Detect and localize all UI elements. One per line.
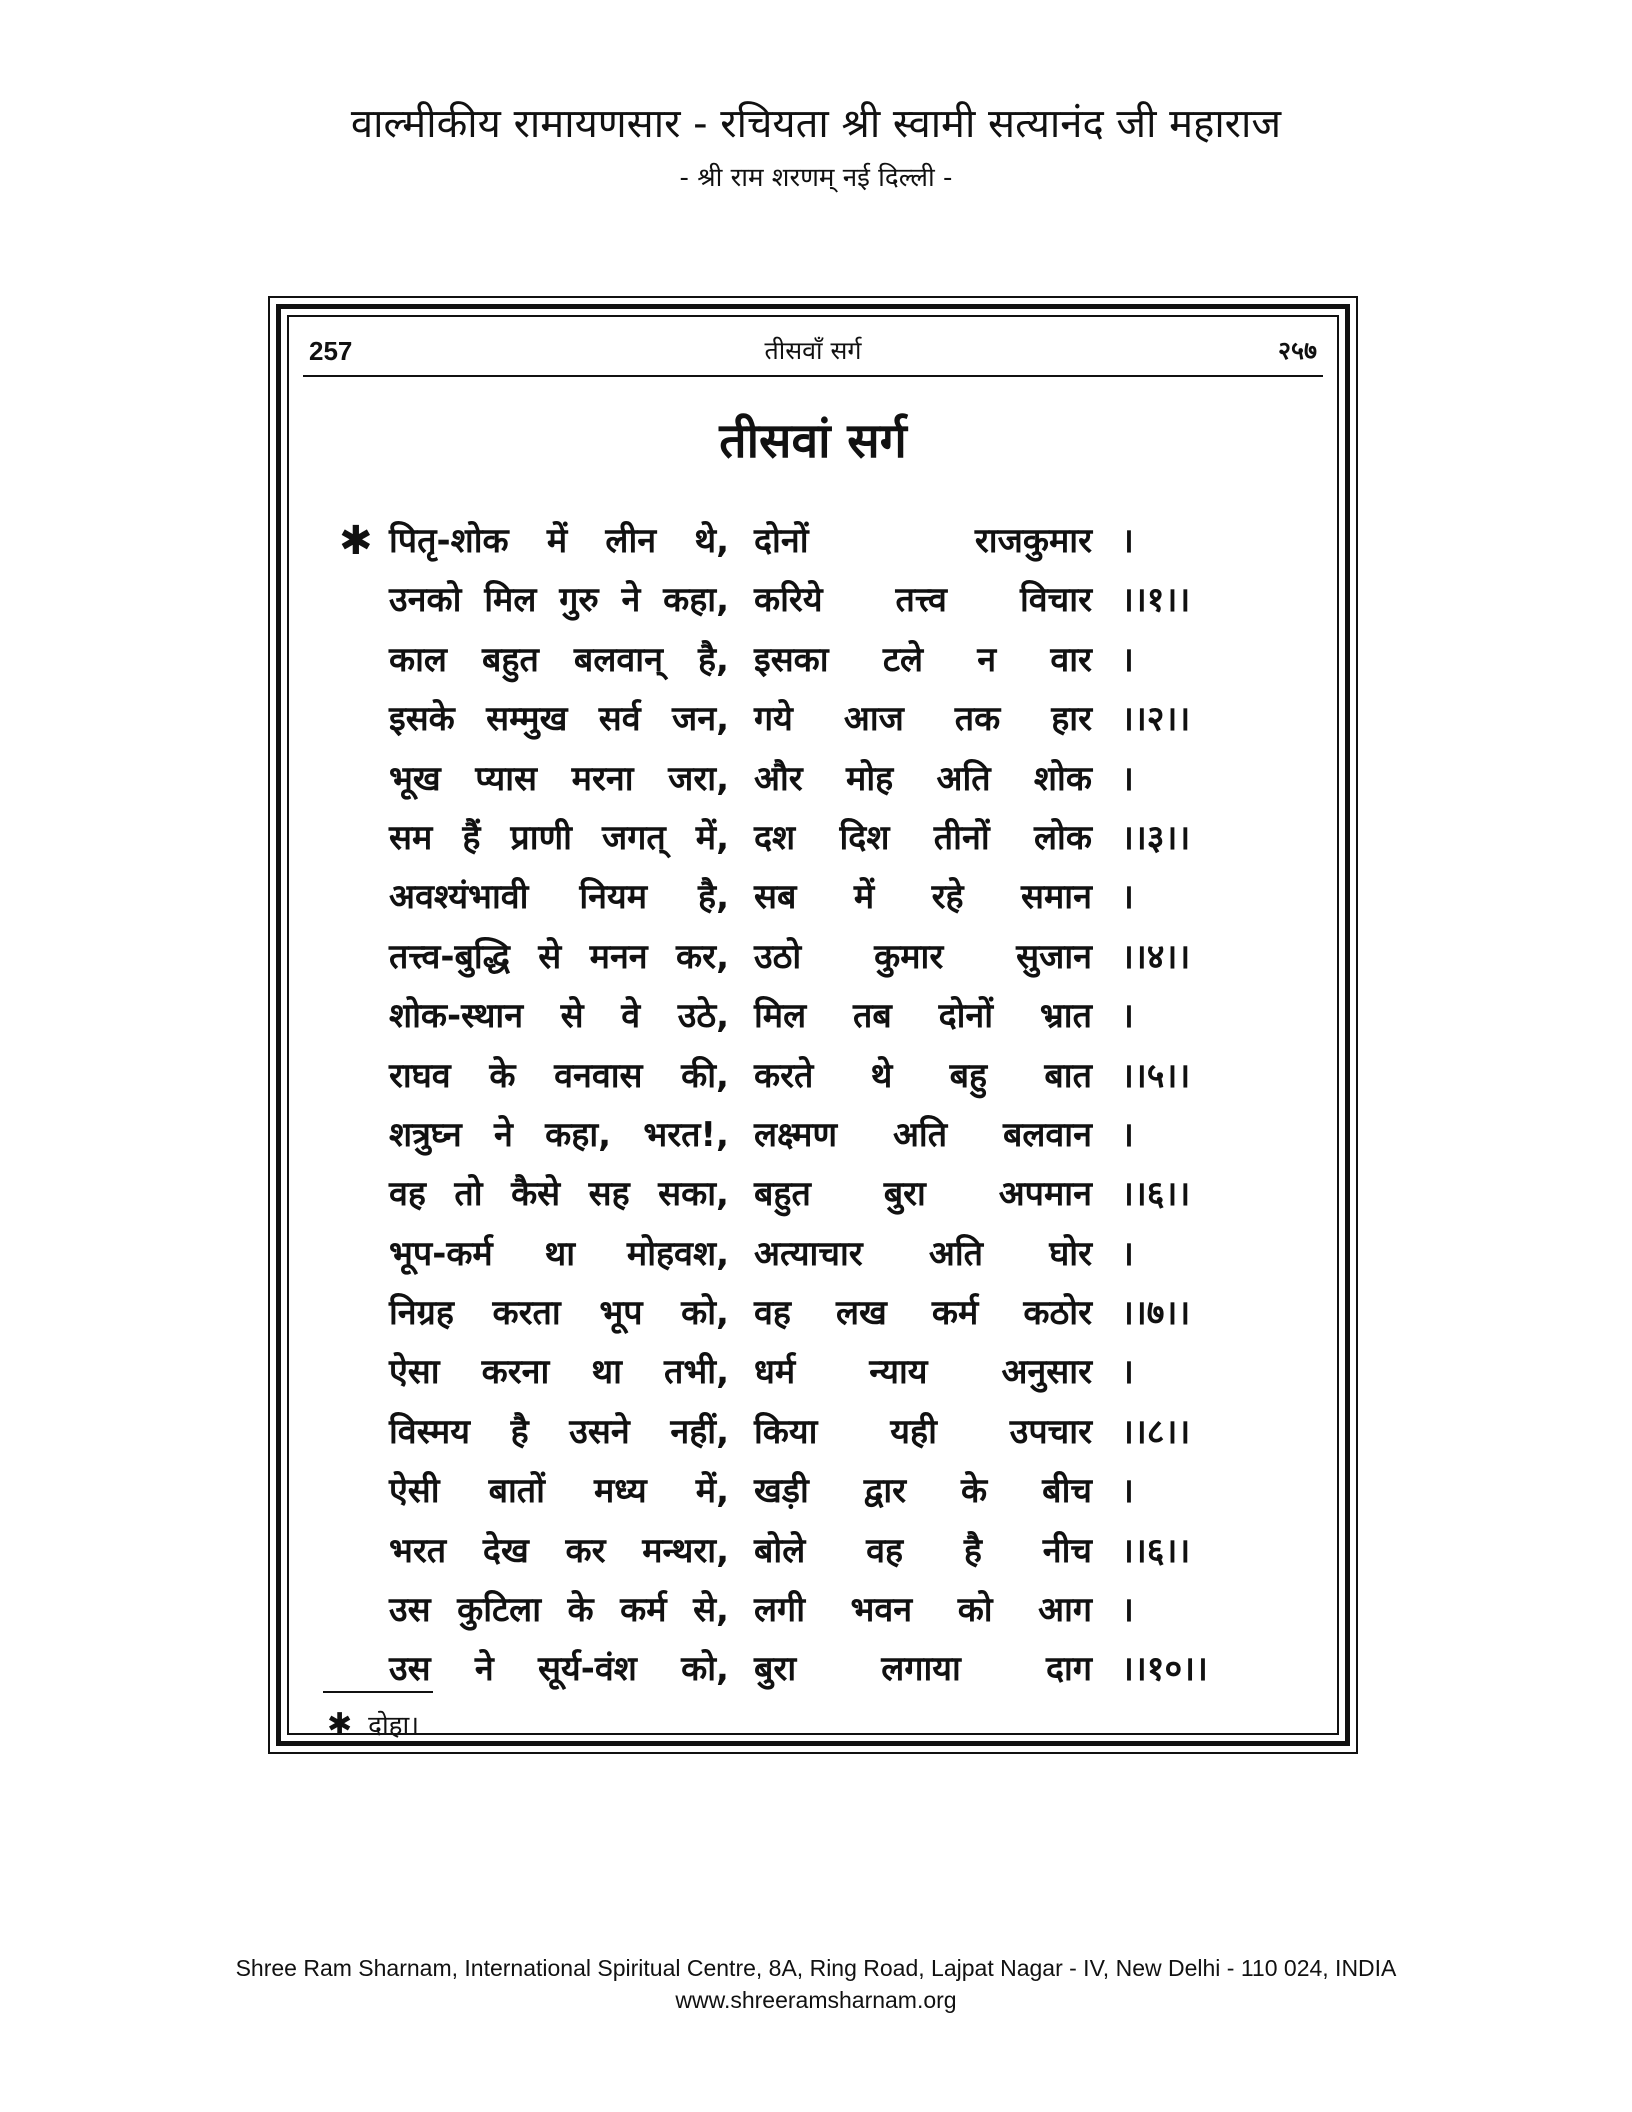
verse-number-mark: । xyxy=(1121,1114,1134,1155)
verse-word: न xyxy=(977,639,997,680)
verse-word: मरना xyxy=(571,758,634,799)
verse-word: में xyxy=(546,521,568,561)
verse-word: भरत xyxy=(389,1530,447,1571)
verse-number-mark: ।।६।। xyxy=(1121,1174,1191,1215)
verse-word: भ्रात xyxy=(1039,996,1092,1037)
verse-second-half xyxy=(754,512,1092,571)
verse-first-half xyxy=(389,868,729,927)
verse-first-half xyxy=(389,690,729,749)
verse-second-half xyxy=(754,1225,1092,1284)
verse-word: आज xyxy=(843,699,904,740)
verse-line xyxy=(289,1225,1337,1284)
verse-second-half xyxy=(754,868,1092,927)
verse-word: तत्त्व xyxy=(895,580,947,621)
verse-word: थे xyxy=(870,1055,893,1096)
running-head xyxy=(303,327,1323,377)
verse-word: अति xyxy=(936,758,991,799)
verse-word: उठो xyxy=(754,936,802,977)
verse-word: गये xyxy=(754,699,793,740)
verse-word: जन, xyxy=(671,699,729,740)
verse-word: तब xyxy=(852,996,892,1037)
verse-word: दोनों xyxy=(754,521,809,561)
chapter-title: तीसवां सर्ग xyxy=(719,413,907,469)
verse-second-half xyxy=(754,1047,1092,1106)
verse-word: कर्म xyxy=(620,1590,667,1631)
verse-first-half xyxy=(389,1165,729,1224)
verse-word: हार xyxy=(1051,699,1092,740)
verse-word: सब xyxy=(754,877,797,918)
verse-line xyxy=(289,690,1337,749)
verse-word: अवश्यंभावी xyxy=(389,877,529,918)
verse-word: राघव xyxy=(389,1055,451,1096)
verse-word: वह xyxy=(866,1530,904,1571)
verse-first-half xyxy=(389,1522,729,1581)
verse-number-mark: । xyxy=(1121,1233,1134,1274)
verse-number-mark: ।।७।। xyxy=(1121,1293,1191,1334)
verse-word: कर्म xyxy=(931,1293,979,1334)
page-number-latin: 257 xyxy=(309,336,353,366)
verse-word: मोह xyxy=(845,758,894,799)
verse-word: लीन xyxy=(605,521,657,561)
verse-word: भवन xyxy=(850,1590,913,1631)
verse-word: अत्याचार xyxy=(754,1233,863,1274)
verse-word: ने xyxy=(621,580,641,621)
footnote-rule xyxy=(323,1691,433,1693)
verse-word: में, xyxy=(695,1471,729,1512)
verse-number-mark: । xyxy=(1121,996,1134,1037)
verse-word: को, xyxy=(681,1649,729,1690)
verse-number-mark: ।।१।। xyxy=(1121,580,1191,621)
verse-word: को, xyxy=(681,1293,729,1334)
verse-word: के xyxy=(489,1055,516,1096)
verse-word: लोक xyxy=(1033,817,1092,858)
verse-word: सका, xyxy=(658,1174,729,1215)
verse-word: बुरा xyxy=(754,1649,797,1690)
verse-number-mark: । xyxy=(1121,877,1134,918)
verse-word: जगत् xyxy=(601,817,666,858)
verse-number-mark: ।।३।। xyxy=(1121,817,1191,858)
verse-first-half xyxy=(389,512,729,571)
verse-line xyxy=(289,987,1337,1046)
verse-word: शोक-स्थान xyxy=(389,996,524,1037)
verse-word: मन्थरा, xyxy=(642,1530,729,1571)
verse-line xyxy=(289,571,1337,630)
verse-first-half xyxy=(389,1462,729,1521)
verse-line xyxy=(289,1343,1337,1402)
verse-word: अनुसार xyxy=(1001,1352,1092,1393)
verse-word: नहीं, xyxy=(670,1411,729,1452)
verse-word: सुजान xyxy=(1016,936,1092,977)
publisher-line: - श्री राम शरणम् नई दिल्ली - xyxy=(679,163,953,193)
verse-word: मनन xyxy=(589,936,648,977)
verse-word: नीच xyxy=(1042,1530,1092,1571)
verse-second-half xyxy=(754,1581,1092,1640)
verse-word: लगाया xyxy=(881,1649,961,1690)
verse-word: उस xyxy=(389,1590,431,1631)
verse-second-half xyxy=(754,1343,1092,1402)
verse-word: उपचार xyxy=(1009,1411,1092,1452)
page-header xyxy=(0,96,1632,198)
verse-word: न्याय xyxy=(869,1352,928,1393)
verse-line xyxy=(289,1284,1337,1343)
verse-number-mark: ।।८।। xyxy=(1121,1411,1191,1452)
verse-second-half xyxy=(754,631,1092,690)
verse-list xyxy=(289,512,1337,1700)
verse-word: दश xyxy=(754,817,796,858)
verse-word: विस्मय xyxy=(389,1411,470,1452)
verse-word: वार xyxy=(1050,639,1092,680)
verse-word: बातों xyxy=(488,1471,545,1512)
verse-word: में xyxy=(853,877,875,918)
verse-line xyxy=(289,750,1337,809)
verse-word: जरा, xyxy=(668,758,729,799)
verse-word: है, xyxy=(697,639,729,680)
verse-first-half xyxy=(389,1284,729,1343)
verse-word: करिये xyxy=(754,580,823,621)
verse-word: अति xyxy=(892,1114,948,1155)
verse-word: यही xyxy=(890,1411,937,1452)
verse-word: मध्य xyxy=(593,1471,647,1512)
verse-word: बहुत xyxy=(754,1174,811,1215)
verse-number-mark: । xyxy=(1121,521,1134,561)
verse-first-half xyxy=(389,987,729,1046)
verse-word: अपमान xyxy=(998,1174,1092,1215)
verse-word: बात xyxy=(1044,1055,1092,1096)
verse-word: तभी, xyxy=(663,1352,729,1393)
verse-word: तो xyxy=(454,1174,483,1215)
verse-word: दाग xyxy=(1045,1649,1092,1690)
verse-word: भूप xyxy=(599,1293,643,1334)
verse-line xyxy=(289,512,1337,571)
verse-word: थे, xyxy=(694,521,729,561)
verse-word: दोनों xyxy=(938,996,994,1037)
verse-word: आग xyxy=(1038,1590,1092,1631)
verse-number-mark: ।।४।। xyxy=(1121,936,1191,977)
verse-line xyxy=(289,1047,1337,1106)
verse-word: कठोर xyxy=(1023,1293,1092,1334)
verse-second-half xyxy=(754,928,1092,987)
verse-word: सूर्य-वंश xyxy=(538,1649,637,1690)
verse-word: भूप-कर्म xyxy=(389,1233,493,1274)
verse-word: द्वार xyxy=(863,1471,907,1512)
verse-second-half xyxy=(754,1106,1092,1165)
footnote xyxy=(327,1707,419,1744)
verse-second-half xyxy=(754,1640,1092,1699)
verse-first-half xyxy=(389,1343,729,1402)
asterisk-icon: ✱ xyxy=(339,518,373,564)
verse-first-half xyxy=(389,1225,729,1284)
verse-word: कर xyxy=(565,1530,606,1571)
verse-first-half xyxy=(389,1047,729,1106)
verse-first-half xyxy=(389,1106,729,1165)
verse-word: नियम xyxy=(579,877,648,918)
verse-word: बलवान् xyxy=(573,639,663,680)
verse-word: सह xyxy=(588,1174,630,1215)
verse-second-half xyxy=(754,690,1092,749)
verse-first-half xyxy=(389,750,729,809)
verse-word: लख xyxy=(836,1293,887,1334)
verse-second-half xyxy=(754,1403,1092,1462)
verse-word: देख xyxy=(482,1530,529,1571)
verse-word: पितृ-शोक xyxy=(389,521,509,561)
verse-word: ने xyxy=(494,1114,513,1155)
asterisk-icon: ✱ xyxy=(327,1707,353,1742)
footer-address: Shree Ram Sharnam, International Spiritual Centre, 8A, Ring Road, Lajpat Nagar - IV, New Delhi - 110 024, INDIA xyxy=(235,1955,1397,1981)
verse-first-half xyxy=(389,928,729,987)
page-frame xyxy=(268,296,1358,1754)
verse-word: रहे xyxy=(931,877,964,918)
footnote-text: दोहा। xyxy=(368,1711,420,1741)
verse-word: तीनों xyxy=(933,817,990,858)
verse-word: से, xyxy=(693,1590,729,1631)
verse-line xyxy=(289,1581,1337,1640)
verse-word: में, xyxy=(695,817,729,858)
verse-word: वनवास xyxy=(554,1055,643,1096)
verse-word: से xyxy=(560,996,584,1037)
verse-number-mark: । xyxy=(1121,1471,1134,1512)
verse-word: मिल xyxy=(754,996,807,1037)
verse-word: कैसे xyxy=(511,1174,561,1215)
verse-word: अति xyxy=(928,1233,984,1274)
verse-number-mark: । xyxy=(1121,758,1134,799)
verse-word: धर्म xyxy=(754,1352,796,1393)
verse-second-half xyxy=(754,987,1092,1046)
verse-word: उठे, xyxy=(677,996,729,1037)
verse-word: भूख xyxy=(389,758,441,799)
book-title: वाल्मीकीय रामायणसार - रचियता श्री स्वामी सत्यानंद जी महाराज xyxy=(350,101,1282,147)
verse-word: सम xyxy=(389,817,433,858)
verse-number-mark: । xyxy=(1121,1590,1134,1631)
verse-line xyxy=(289,631,1337,690)
verse-word: घोर xyxy=(1049,1233,1092,1274)
verse-word: और xyxy=(754,758,803,799)
verse-word: ऐसा xyxy=(389,1352,440,1393)
verse-first-half xyxy=(389,1581,729,1640)
verse-first-half xyxy=(389,1403,729,1462)
verse-line xyxy=(289,1640,1337,1699)
verse-word: बुरा xyxy=(883,1174,926,1215)
verse-number-mark: ।।६।। xyxy=(1121,1530,1191,1571)
verse-word: राजकुमार xyxy=(974,521,1092,561)
verse-word: टले xyxy=(882,639,924,680)
verse-second-half xyxy=(754,1165,1092,1224)
verse-second-half xyxy=(754,1522,1092,1581)
verse-word: काल xyxy=(389,639,447,680)
verse-word: भरत!, xyxy=(643,1114,729,1155)
verse-word: वे xyxy=(621,996,641,1037)
verse-word: है, xyxy=(698,877,729,918)
verse-second-half xyxy=(754,750,1092,809)
running-chapter-title: तीसवाँ सर्ग xyxy=(764,336,862,365)
verse-word: लगी xyxy=(754,1590,805,1631)
verse-word: प्यास xyxy=(475,758,538,799)
verse-word: शत्रुघ्न xyxy=(389,1114,462,1155)
verse-second-half xyxy=(754,1462,1092,1521)
verse-word: तक xyxy=(954,699,1001,740)
verse-word: कुमार xyxy=(874,936,944,977)
verse-word: बलवान xyxy=(1002,1114,1092,1155)
verse-first-half xyxy=(389,1640,729,1699)
verse-word: था xyxy=(544,1233,576,1274)
verse-line xyxy=(289,809,1337,868)
verse-word: उसने xyxy=(569,1411,630,1452)
verse-line xyxy=(289,1106,1337,1165)
page-footer xyxy=(0,1952,1632,2016)
verse-line xyxy=(289,868,1337,927)
verse-line xyxy=(289,928,1337,987)
verse-line xyxy=(289,1165,1337,1224)
verse-second-half xyxy=(754,571,1092,630)
verse-word: करता xyxy=(492,1293,561,1334)
verse-word: की, xyxy=(681,1055,729,1096)
footer-website[interactable]: www.shreeramsharnam.org xyxy=(675,1987,957,2013)
verse-word: बहुत xyxy=(482,639,539,680)
verse-first-half xyxy=(389,571,729,630)
verse-word: के xyxy=(567,1590,594,1631)
verse-word: कर, xyxy=(676,936,729,977)
verse-word: ने xyxy=(474,1649,494,1690)
verse-word: शोक xyxy=(1033,758,1092,799)
verse-word: को xyxy=(957,1590,993,1631)
verse-word: खड़ी xyxy=(754,1471,809,1512)
verse-word: बोले xyxy=(754,1530,806,1571)
verse-word: उनको xyxy=(389,580,462,621)
verse-word: था xyxy=(591,1352,622,1393)
verse-word: किया xyxy=(754,1411,818,1452)
verse-word: तत्त्व-बुद्धि xyxy=(389,936,510,977)
verse-line xyxy=(289,1522,1337,1581)
verse-word: कहा, xyxy=(545,1114,612,1155)
verse-word: ऐसी xyxy=(389,1471,440,1512)
verse-number-mark: ।।१०।। xyxy=(1121,1649,1208,1690)
verse-number-mark: । xyxy=(1121,639,1134,680)
verse-word: प्राणी xyxy=(510,817,572,858)
verse-word: है xyxy=(963,1530,982,1571)
verse-word: वह xyxy=(754,1293,791,1334)
verse-word: इसका xyxy=(754,639,829,680)
verse-line xyxy=(289,1403,1337,1462)
verse-word: मिल xyxy=(484,580,537,621)
verse-number-mark: ।।५।। xyxy=(1121,1055,1191,1096)
verse-line xyxy=(289,1462,1337,1521)
verse-word: समान xyxy=(1020,877,1092,918)
verse-word: सर्व xyxy=(598,699,641,740)
verse-word: बहु xyxy=(949,1055,988,1096)
verse-word: करना xyxy=(481,1352,550,1393)
verse-second-half xyxy=(754,809,1092,868)
verse-word: कुटिला xyxy=(457,1590,542,1631)
verse-word: बीच xyxy=(1042,1471,1092,1512)
verse-word: वह xyxy=(389,1174,426,1215)
verse-word: विचार xyxy=(1019,580,1092,621)
verse-word: लक्ष्मण xyxy=(754,1114,838,1155)
verse-word: निग्रह xyxy=(389,1293,454,1334)
verse-word: से xyxy=(538,936,562,977)
verse-number-mark: । xyxy=(1121,1352,1134,1393)
verse-word: हैं xyxy=(462,817,481,858)
verse-first-half xyxy=(389,809,729,868)
verse-word: है xyxy=(510,1411,529,1452)
verse-word: सम्मुख xyxy=(486,699,568,740)
page-number-devanagari: २५७ xyxy=(1277,336,1317,365)
verse-number-mark: ।।२।। xyxy=(1121,699,1191,740)
verse-word: मोहवश, xyxy=(626,1233,729,1274)
verse-word: गुरु xyxy=(559,580,599,621)
verse-word: करते xyxy=(754,1055,814,1096)
verse-word: दिश xyxy=(839,817,890,858)
verse-first-half xyxy=(389,631,729,690)
verse-second-half xyxy=(754,1284,1092,1343)
verse-word: कहा, xyxy=(663,580,729,621)
verse-word: के xyxy=(961,1471,988,1512)
verse-word: उस xyxy=(389,1649,431,1690)
verse-word: इसके xyxy=(389,699,455,740)
